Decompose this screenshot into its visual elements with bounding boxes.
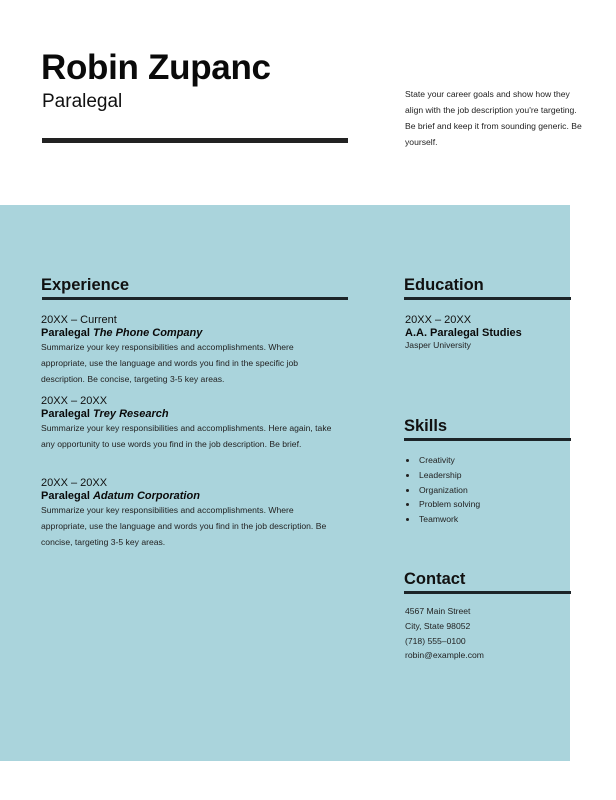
job-description: Summarize your key responsibilities and accomplishments. Here again, take any opportunity to use words you find in the job description. Be brief. xyxy=(41,423,332,449)
header-divider xyxy=(42,138,348,143)
education-school: Jasper University xyxy=(405,340,471,350)
education-entry xyxy=(405,314,570,351)
skills-heading: Skills xyxy=(404,417,448,435)
job-description: Summarize your key responsibilities and accomplishments. Where appropriate, use the language and words you find in the specific job description. Be concise, targeting 3-5 key areas. xyxy=(41,342,299,384)
job-dates: 20XX – 20XX xyxy=(41,477,108,489)
experience-entry xyxy=(41,314,341,387)
skill-item: Organization xyxy=(405,483,480,498)
contact-street: 4567 Main Street xyxy=(405,606,471,616)
contact-heading: Contact xyxy=(404,570,466,588)
job-description: Summarize your key responsibilities and accomplishments. Where appropriate, use the language and words you find in the job description. Be concise, targeting 3-5 key areas. xyxy=(41,505,327,547)
education-degree: A.A. Paralegal Studies xyxy=(405,327,522,339)
skills-divider xyxy=(404,438,571,441)
education-heading: Education xyxy=(404,276,484,294)
job-position: Paralegal xyxy=(41,490,90,502)
skill-item: Leadership xyxy=(405,468,480,483)
contact-details xyxy=(405,604,484,663)
experience-entry xyxy=(41,395,341,452)
skill-item: Teamwork xyxy=(405,512,480,527)
candidate-role: Paralegal xyxy=(42,91,123,112)
education-divider xyxy=(404,297,571,300)
job-dates: 20XX – Current xyxy=(41,314,117,326)
skill-item: Creativity xyxy=(405,453,480,468)
objective-statement: State your career goals and show how they align with the job description you're targeting. Be brief and keep it from sounding generic. Be yourself. xyxy=(405,89,582,147)
job-dates: 20XX – 20XX xyxy=(41,395,108,407)
job-position: Paralegal xyxy=(41,408,90,420)
contact-phone: (718) 555–0100 xyxy=(405,635,466,646)
candidate-name: Robin Zupanc xyxy=(41,48,271,87)
skills-list xyxy=(405,453,480,527)
experience-entry xyxy=(41,477,341,550)
experience-heading: Experience xyxy=(41,276,130,294)
experience-divider xyxy=(42,297,348,300)
contact-city: City, State 98052 xyxy=(405,620,471,631)
contact-email: robin@example.com xyxy=(405,650,484,661)
job-company: Adatum Corporation xyxy=(92,490,200,502)
job-position: Paralegal xyxy=(41,327,90,339)
job-company: The Phone Company xyxy=(92,327,203,339)
job-company: Trey Research xyxy=(92,408,169,420)
education-dates: 20XX – 20XX xyxy=(405,314,472,326)
skill-item: Problem solving xyxy=(405,497,480,512)
contact-divider xyxy=(404,591,571,594)
